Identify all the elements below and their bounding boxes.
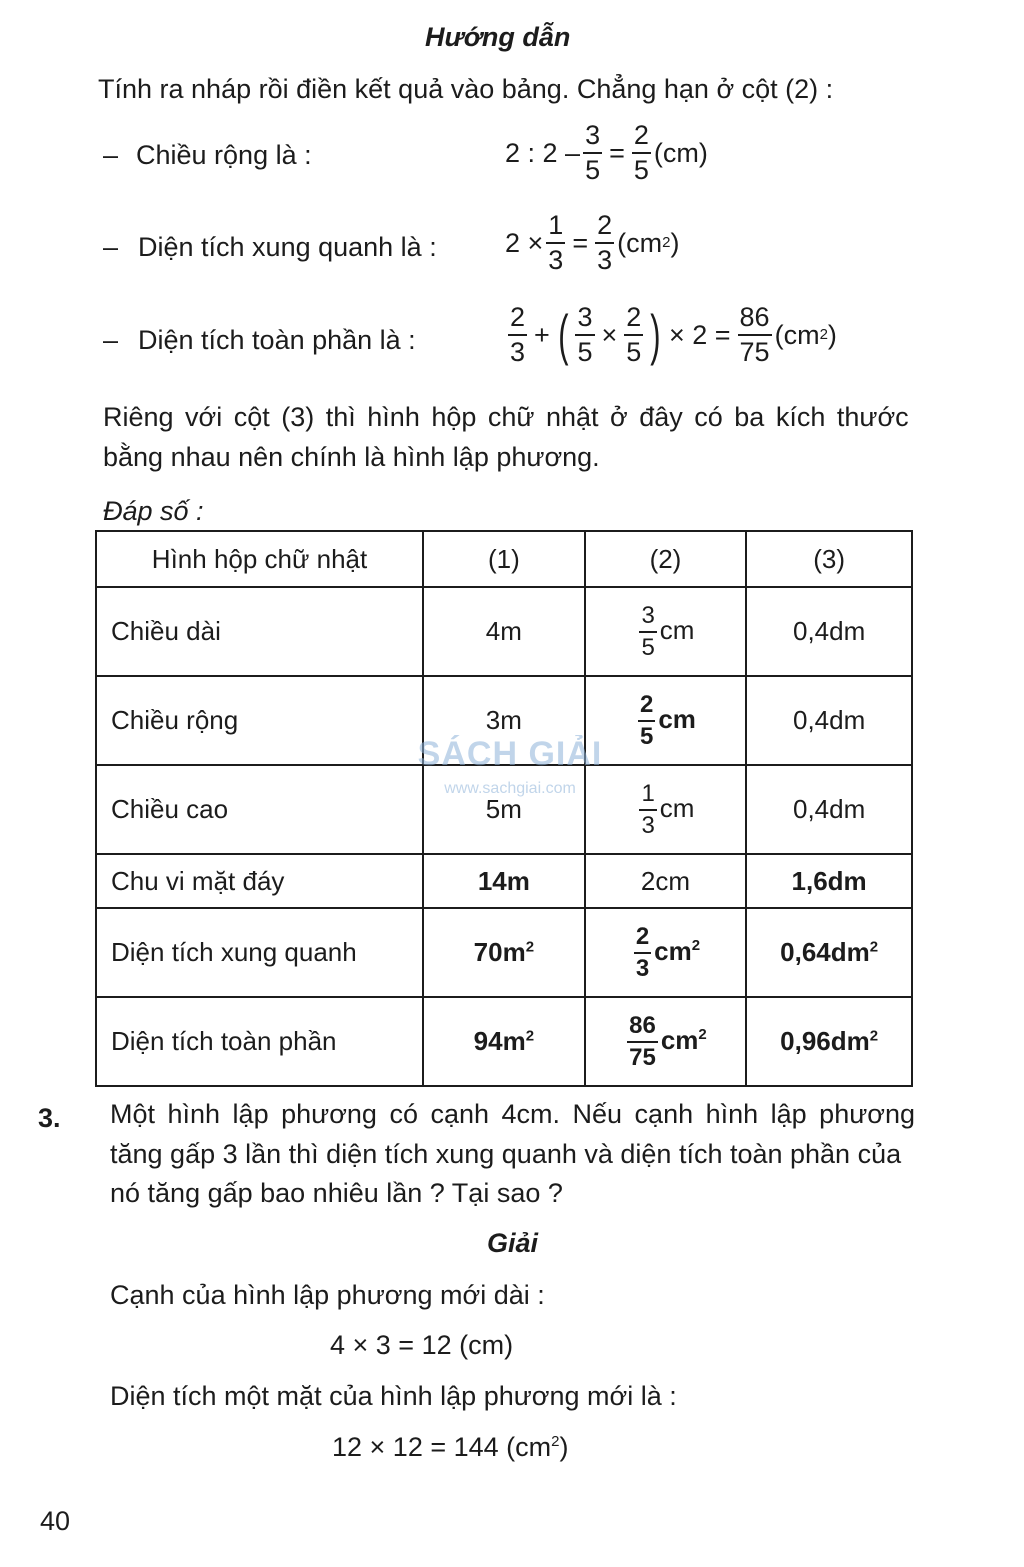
table-cell bbox=[423, 908, 585, 997]
cell-fraction bbox=[634, 922, 651, 982]
frac-denominator: 5 bbox=[639, 722, 654, 750]
cell-unit: cm bbox=[660, 1024, 699, 1055]
step1-eq: = bbox=[609, 137, 625, 168]
frac-numerator: 2 bbox=[638, 693, 655, 722]
watermark-title: SÁCH GIẢI bbox=[417, 735, 603, 773]
frac-numerator: 2 bbox=[508, 304, 527, 336]
frac-denominator: 3 bbox=[641, 811, 655, 839]
problem3-line-3: nó tăng gấp bao nhiêu lần ? Tại sao ? bbox=[110, 1178, 563, 1208]
frac-numerator: 2 bbox=[634, 925, 651, 954]
step1-formula bbox=[505, 122, 708, 184]
table-cell bbox=[423, 997, 585, 1086]
frac-numerator: 86 bbox=[738, 304, 772, 336]
solution-eq-2-main: 12 × 12 = 144 (cm bbox=[332, 1432, 552, 1462]
cell-fraction bbox=[639, 779, 656, 839]
step3-frac3 bbox=[624, 304, 643, 366]
right-paren: ) bbox=[650, 303, 661, 366]
cell-fraction bbox=[638, 690, 655, 750]
solution-eq-1: 4 × 3 = 12 (cm) bbox=[330, 1330, 514, 1360]
step3-unit: (cm bbox=[774, 319, 820, 350]
table-cell: 5m bbox=[423, 765, 585, 854]
step2-formula: 2 × $\frac{1}{3}$ = $\frac{2}{3}$ (cm 2 ) bbox=[505, 210, 680, 275]
table-row bbox=[96, 997, 912, 1086]
row-label: Chiều rộng bbox=[96, 676, 423, 765]
frac-denominator: 3 bbox=[548, 245, 564, 275]
frac-numerator: 3 bbox=[575, 304, 594, 336]
table-row bbox=[96, 854, 912, 908]
cell-fraction bbox=[627, 1011, 658, 1071]
row-label: Chiều cao bbox=[96, 765, 423, 854]
step3-frac1 bbox=[508, 304, 527, 366]
step1-label: Chiều rộng là : bbox=[136, 140, 312, 170]
step1-pre: 2 : 2 – bbox=[505, 137, 581, 168]
problem3-line-1: Một hình lập phương có cạnh 4cm. Nếu cạnh hình lập phương bbox=[110, 1099, 916, 1129]
cell-sup: 2 bbox=[525, 1027, 535, 1045]
frac-denominator: 75 bbox=[629, 1043, 656, 1071]
row-label: Diện tích xung quanh bbox=[96, 908, 423, 997]
watermark-url: www.sachgiai.com bbox=[444, 780, 576, 797]
frac-numerator: 1 bbox=[546, 212, 565, 244]
solution-step-2: Diện tích một mặt của hình lập phương mới là : bbox=[110, 1381, 677, 1411]
frac-denominator: 3 bbox=[510, 337, 526, 367]
frac-denominator: 5 bbox=[626, 337, 642, 367]
step3-plus: + bbox=[534, 319, 550, 350]
note-line-1: Riêng với cột (3) thì hình hộp chữ nhật ở đây có ba kích thước bbox=[103, 402, 909, 432]
cell-fraction bbox=[639, 601, 656, 661]
watermark bbox=[410, 735, 610, 835]
frac-numerator: 2 bbox=[595, 212, 614, 244]
answer-label: Đáp số : bbox=[103, 496, 204, 526]
frac-numerator: 2 bbox=[632, 122, 651, 154]
table-cell bbox=[585, 587, 747, 676]
cell-unit: cm bbox=[658, 703, 696, 734]
table-header-row bbox=[96, 531, 912, 587]
row-label: Diện tích toàn phần bbox=[96, 997, 423, 1086]
step2-frac2 bbox=[595, 212, 614, 274]
cell-value: 70m bbox=[473, 937, 526, 967]
table-cell: 0,4dm bbox=[746, 765, 912, 854]
cell-sup: 2 bbox=[525, 938, 535, 956]
frac-numerator: 3 bbox=[583, 122, 602, 154]
guide-intro: Tính ra nháp rồi điền kết quả vào bảng. Chẳng hạn ở cột (2) : bbox=[98, 74, 834, 104]
step2-eq: = bbox=[572, 227, 589, 258]
frac-denominator: 3 bbox=[597, 245, 613, 275]
solution-heading: Giải bbox=[487, 1228, 539, 1258]
page-number: 40 bbox=[40, 1506, 71, 1536]
guide-heading: Hướng dẫn bbox=[425, 22, 571, 52]
step3-times2: × 2 = bbox=[668, 319, 731, 350]
step2-unit-close: ) bbox=[670, 227, 680, 258]
cell-value: 0,96dm bbox=[780, 1026, 870, 1056]
cell-value: 94m bbox=[473, 1026, 526, 1056]
table-cell bbox=[746, 997, 912, 1086]
step3-frac2 bbox=[575, 304, 594, 366]
step3-times: × bbox=[601, 319, 618, 350]
header-cell: (3) bbox=[746, 531, 912, 587]
table-row bbox=[96, 908, 912, 997]
row-label: Chu vi mặt đáy bbox=[96, 854, 423, 908]
cell-value: 0,64dm bbox=[780, 937, 870, 967]
cell-unit: cm bbox=[659, 614, 695, 645]
cell-unit: cm bbox=[654, 935, 692, 966]
frac-denominator: 75 bbox=[739, 337, 770, 367]
header-cell: (1) bbox=[423, 531, 585, 587]
step2-label: Diện tích xung quanh là : bbox=[138, 232, 437, 262]
step3-formula: $\frac{2}{3}$ + ( $\frac{3}{5}$ × $\frac{2}{5}$ ) × 2 = $\frac{86}{75}$ (cm 2 ) bbox=[510, 302, 837, 367]
step1-dash: – bbox=[103, 140, 119, 170]
table-cell bbox=[746, 908, 912, 997]
table-cell: 1,6dm bbox=[746, 854, 912, 908]
table-row bbox=[96, 587, 912, 676]
solution-step-1: Cạnh của hình lập phương mới dài : bbox=[110, 1280, 545, 1310]
step3-unit-close: ) bbox=[827, 319, 837, 350]
frac-numerator: 86 bbox=[627, 1014, 658, 1043]
step2-unit: (cm bbox=[617, 227, 663, 258]
step2-dash: – bbox=[103, 232, 119, 262]
header-cell: Hình hộp chữ nhật bbox=[96, 531, 423, 587]
table-cell bbox=[585, 908, 747, 997]
frac-numerator: 1 bbox=[639, 782, 656, 811]
left-paren: ( bbox=[558, 303, 569, 366]
cell-sup: 2 bbox=[698, 1025, 707, 1043]
problem3-line-2: tăng gấp 3 lần thì diện tích xung quanh và diện tích toàn phần của bbox=[110, 1139, 902, 1169]
note-line-2: bằng nhau nên chính là hình lập phương. bbox=[103, 442, 600, 472]
frac-denominator: 3 bbox=[635, 954, 650, 982]
table-cell: 14m bbox=[423, 854, 585, 908]
cell-unit: cm bbox=[659, 792, 695, 823]
frac-denominator: 5 bbox=[577, 337, 593, 367]
step1-frac2 bbox=[632, 122, 651, 184]
frac-denominator: 5 bbox=[641, 633, 655, 661]
table-cell: 2cm bbox=[585, 854, 747, 908]
frac-denominator: 5 bbox=[633, 155, 649, 185]
step2-frac1 bbox=[546, 212, 565, 274]
solution-eq-2 bbox=[332, 1432, 568, 1463]
step1-frac1 bbox=[583, 122, 602, 184]
step2-pre: 2 × bbox=[505, 227, 544, 258]
cell-sup: 2 bbox=[869, 938, 879, 956]
table-cell: 3m bbox=[423, 676, 585, 765]
solution-eq-2-sup: 2 bbox=[551, 1433, 560, 1450]
step3-frac4 bbox=[738, 304, 772, 366]
step3-label: Diện tích toàn phần là : bbox=[138, 325, 416, 355]
table-cell: 4m bbox=[423, 587, 585, 676]
step1-unit: (cm) bbox=[653, 137, 708, 168]
step3-dash: – bbox=[103, 325, 119, 355]
table-cell: 0,4dm bbox=[746, 676, 912, 765]
frac-numerator: 3 bbox=[639, 604, 656, 633]
header-cell: (2) bbox=[585, 531, 747, 587]
problem3-number: 3. bbox=[38, 1103, 61, 1133]
solution-eq-2-close: ) bbox=[559, 1432, 569, 1462]
table-cell bbox=[585, 997, 747, 1086]
cell-sup: 2 bbox=[869, 1027, 879, 1045]
row-label: Chiều dài bbox=[96, 587, 423, 676]
table-cell: 0,4dm bbox=[746, 587, 912, 676]
cell-sup: 2 bbox=[691, 936, 701, 954]
frac-denominator: 5 bbox=[585, 155, 601, 185]
frac-numerator: 2 bbox=[624, 304, 643, 336]
